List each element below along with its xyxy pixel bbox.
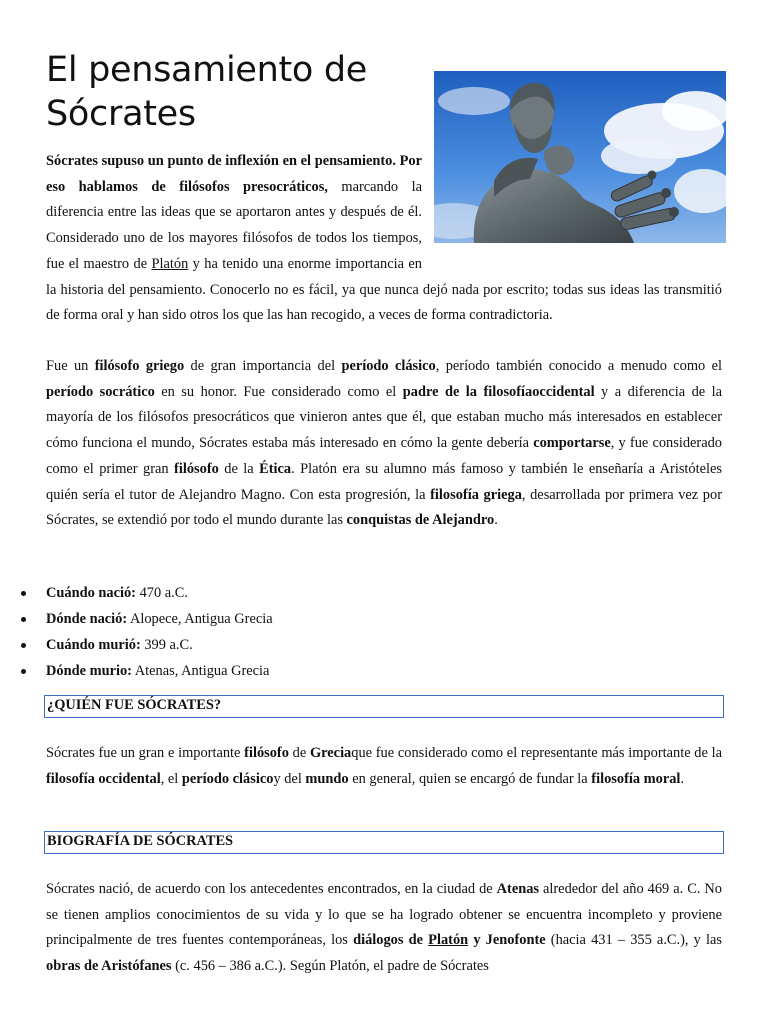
list-item: Cuándo nació: 470 a.C.	[46, 580, 273, 606]
intro-text: marcando la diferencia entre las ideas que se aportaron antes y después de él. Considerado uno de los mayores filósofos de todos los tiempos, fue el maestro de	[46, 178, 422, 272]
bullet-icon	[21, 643, 26, 648]
list-item: Dónde murio: Atenas, Antigua Grecia	[46, 658, 273, 684]
bullet-icon	[21, 669, 26, 674]
biografia-paragraph: Sócrates nació, de acuerdo con los antecedentes encontrados, en la ciudad de Atenas alrededor del año 469 a. C. No se tienen amplios conocimientos de su vida y lo que se ha logrado obtener se encuentra incompleto y proviene principalmente de tres fuentes contemporáneas, los diálogos de Platón y Jenofonte (hacia 431 – 355 a.C.), y las obras de Aristófanes (c. 456 – 386 a.C.). Según Platón, el padre de Sócrates	[46, 881, 723, 975]
intro-text-cont: y ha tenido una enorme importancia en la historia del pensamiento. Conocerlo no es fácil, ya que nunca dejó nada por escrito; todas sus ideas las transmitió de forma oral y han sido otros los que las han recogido, a veces de forma contradictoria.	[46, 255, 722, 324]
section-heading-quien: ¿QUIÉN FUE SÓCRATES?	[44, 695, 724, 718]
platon-link-2[interactable]: Platón	[428, 932, 469, 949]
platon-link[interactable]: Platón	[151, 255, 189, 272]
quien-paragraph: Sócrates fue un gran e importante filósofo de Greciaque fue considerado como el representante más importante de la filosofía occidental, el período clásicoy del mundo en general, quien se encargó de fundar la filosofía moral.	[46, 745, 722, 787]
list-item: Cuándo murió: 399 a.C.	[46, 632, 273, 658]
image-wrap-space	[422, 149, 722, 252]
description-paragraph: Fue un filósofo griego de gran importancia del período clásico, período también conocido a menudo como el período socrático en su honor. Fue considerado como el padre de la filosofíaoccidental y a diferencia de la mayoría de los filósofos presocráticos que vinieron antes que él, que estaban mucho más interesados en establecer cómo funciona el mundo, Sócrates estaba más interesado en cómo la gente debería comportarse, y fue considerado como el primer gran filósofo de la Ética. Platón era su alumno más famoso y también le enseñaría a Aristóteles quién sería el tutor de Alejandro Magno. Con esta progresión, la filosofía griega, desarrollada por primera vez por Sócrates, se extendió por todo el mundo durante las conquistas de Alejandro.	[46, 358, 723, 529]
intro-bold: Sócrates supuso un punto de inflexión en el pensamiento. Por eso hablamos de filósofos presocráticos,	[46, 153, 422, 195]
list-item: Dónde nació: Alopece, Antigua Grecia	[46, 606, 273, 632]
facts-list	[46, 580, 273, 684]
bullet-icon	[21, 617, 26, 622]
intro-paragraph	[46, 149, 722, 329]
section-heading-biografia: BIOGRAFÍA DE SÓCRATES	[44, 831, 724, 854]
bullet-icon	[21, 591, 26, 596]
page-title: El pensamiento de Sócrates	[46, 50, 368, 134]
